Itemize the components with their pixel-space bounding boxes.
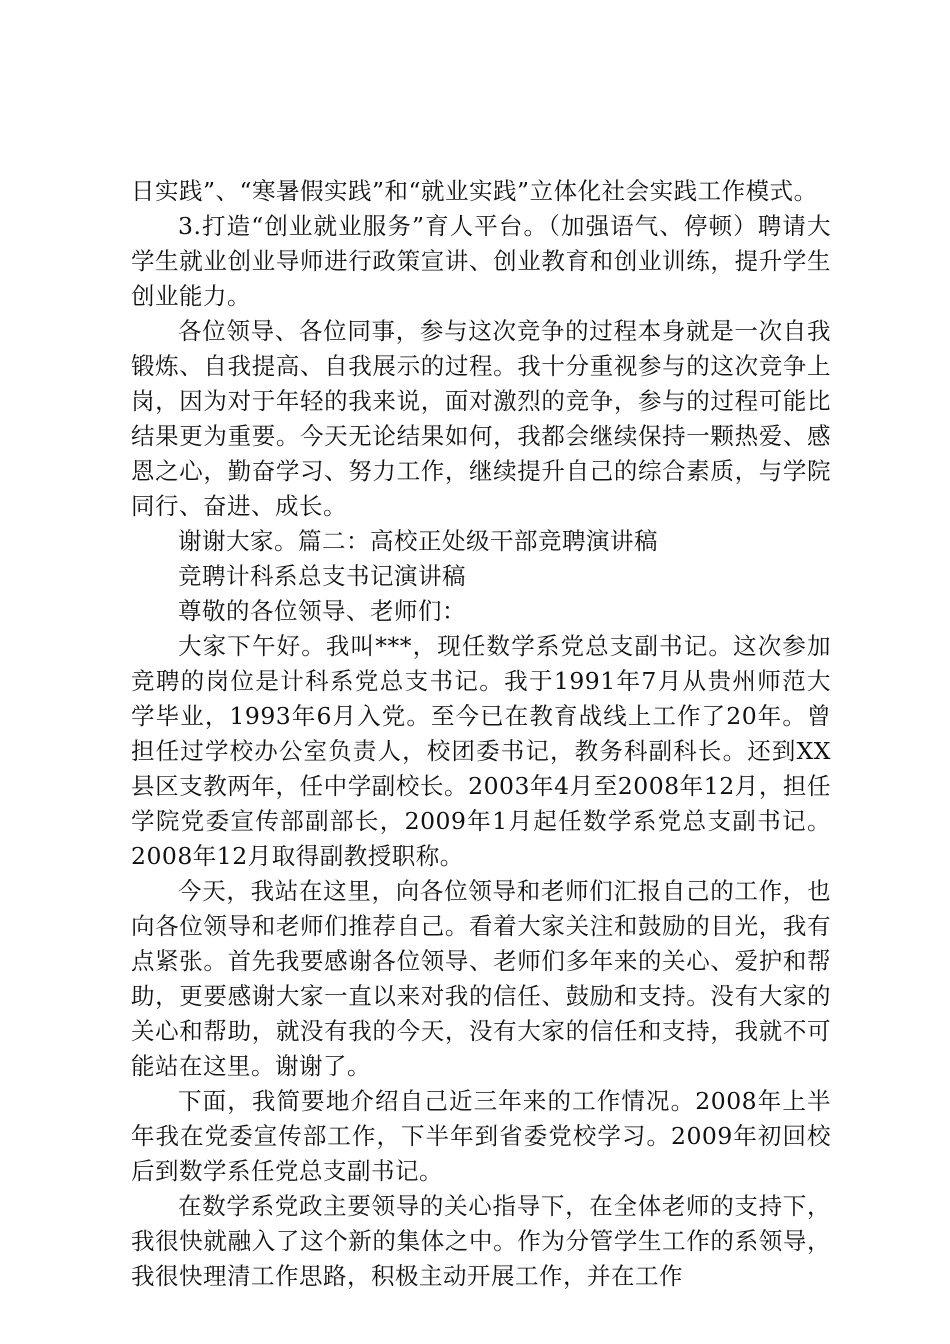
paragraph-2: 3.打造“创业就业服务”育人平台。（加强语气、停顿）聘请大学生就业创业导师进行政策宣讲、创业教育和创业训练，提升学生创业能力。 xyxy=(131,212,831,310)
paragraph-6: 尊敬的各位领导、老师们： xyxy=(178,597,466,625)
paragraph-8: 今天，我站在这里，向各位领导和老师们汇报自己的工作，也向各位领导和老师们推荐自己。看着大家关注和鼓励的目光，我有点紧张。首先我要感谢各位领导、老师们多年来的关心、爱护和帮助，更要感谢大家一直以来对我的信任、鼓励和支持。没有大家的关心和帮助，就没有我的今天，没有大家的信任和支持，我就不可能站在这里。谢谢了。 xyxy=(131,877,831,1080)
paragraph-7: 大家下午好。我叫***，现任数学系党总支副书记。这次参加竞聘的岗位是计科系党总支书记。我于1991年7月从贵州师范大学毕业，1993年6月入党。至今已在教育战线上工作了20年。曾担任过学校办公室负责人，校团委书记，教务科副科长。还到XX县区支教两年，任中学副校长。2003年4月至2008年12月，担任学院党委宣传部副部长，2009年1月起任数学系党总支副书记。2008年12月取得副教授职称。 xyxy=(131,632,831,870)
paragraph-1: 日实践”、“寒暑假实践”和“就业实践”立体化社会实践工作模式。 xyxy=(131,177,818,205)
paragraph-3: 各位领导、各位同事，参与这次竞争的过程本身就是一次自我锻炼、自我提高、自我展示的过程。我十分重视参与的这次竞争上岗，因为对于年轻的我来说，面对激烈的竞争，参与的过程可能比结果更为重要。今天无论结果如何，我都会继续保持一颗热爱、感恩之心，勤奋学习、努力工作，继续提升自己的综合素质，与学院同行、奋进、成长。 xyxy=(131,317,831,520)
paragraph-9: 下面，我简要地介绍自己近三年来的工作情况。2008年上半年我在党委宣传部工作，下半年到省委党校学习。2009年初回校后到数学系任党总支副书记。 xyxy=(131,1087,831,1185)
paragraph-4: 谢谢大家。篇二：高校正处级干部竞聘演讲稿 xyxy=(178,527,658,555)
document-body xyxy=(131,174,831,1294)
paragraph-5: 竞聘计科系总支书记演讲稿 xyxy=(178,562,466,590)
paragraph-10: 在数学系党政主要领导的关心指导下，在全体老师的支持下，我很快就融入了这个新的集体之中。作为分管学生工作的系领导，我很快理清工作思路，积极主动开展工作，并在工作 xyxy=(131,1192,831,1290)
